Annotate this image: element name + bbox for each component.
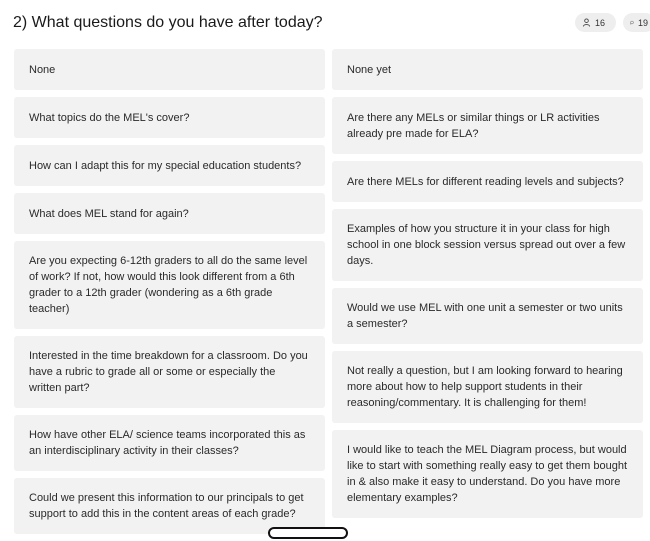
question-title: 2) What questions do you have after today? bbox=[13, 14, 323, 31]
question-header bbox=[13, 13, 648, 35]
participants-badge bbox=[575, 13, 616, 32]
response-card: None bbox=[14, 49, 325, 90]
responses-column-left bbox=[14, 49, 325, 541]
response-card: How can I adapt this for my special education students? bbox=[14, 145, 325, 186]
response-card: Examples of how you structure it in your class for high school in one block session versus spread out over a few days. bbox=[332, 209, 643, 281]
response-card: Not really a question, but I am looking forward to hearing more about how to help support students in their reasoning/commentary. It is challenging for them! bbox=[332, 351, 643, 423]
response-card: Are you expecting 6-12th graders to all do the same level of work? If not, how would this look different from a 6th grader to a 12th grader (wondering as a 6th grade teacher) bbox=[14, 241, 325, 329]
response-card: I would like to teach the MEL Diagram process, but would like to start with something really easy to get them bought in & also make it easy to understand. Do you have more elementary examples? bbox=[332, 430, 643, 518]
response-card: How have other ELA/ science teams incorporated this as an interdisciplinary activity in their classes? bbox=[14, 415, 325, 471]
speech-bubble-icon bbox=[630, 18, 634, 27]
person-icon bbox=[582, 18, 591, 27]
response-card: Interested in the time breakdown for a classroom. Do you have a rubric to grade all or some or especially the written part? bbox=[14, 336, 325, 408]
responses-column-right bbox=[332, 49, 643, 525]
response-card: None yet bbox=[332, 49, 643, 90]
response-card: What topics do the MEL's cover? bbox=[14, 97, 325, 138]
responses-badge bbox=[623, 13, 650, 32]
response-card: Are there MELs for different reading levels and subjects? bbox=[332, 161, 643, 202]
participants-count: 16 bbox=[595, 17, 606, 28]
response-card: Are there any MELs or similar things or LR activities already pre made for ELA? bbox=[332, 97, 643, 154]
responses-count: 19 bbox=[637, 17, 648, 28]
floating-button-partial[interactable] bbox=[268, 527, 348, 539]
response-card: What does MEL stand for again? bbox=[14, 193, 325, 234]
response-card: Could we present this information to our principals to get support to add this in the content areas of each grade? bbox=[14, 478, 325, 534]
response-card: Would we use MEL with one unit a semester or two units a semester? bbox=[332, 288, 643, 344]
